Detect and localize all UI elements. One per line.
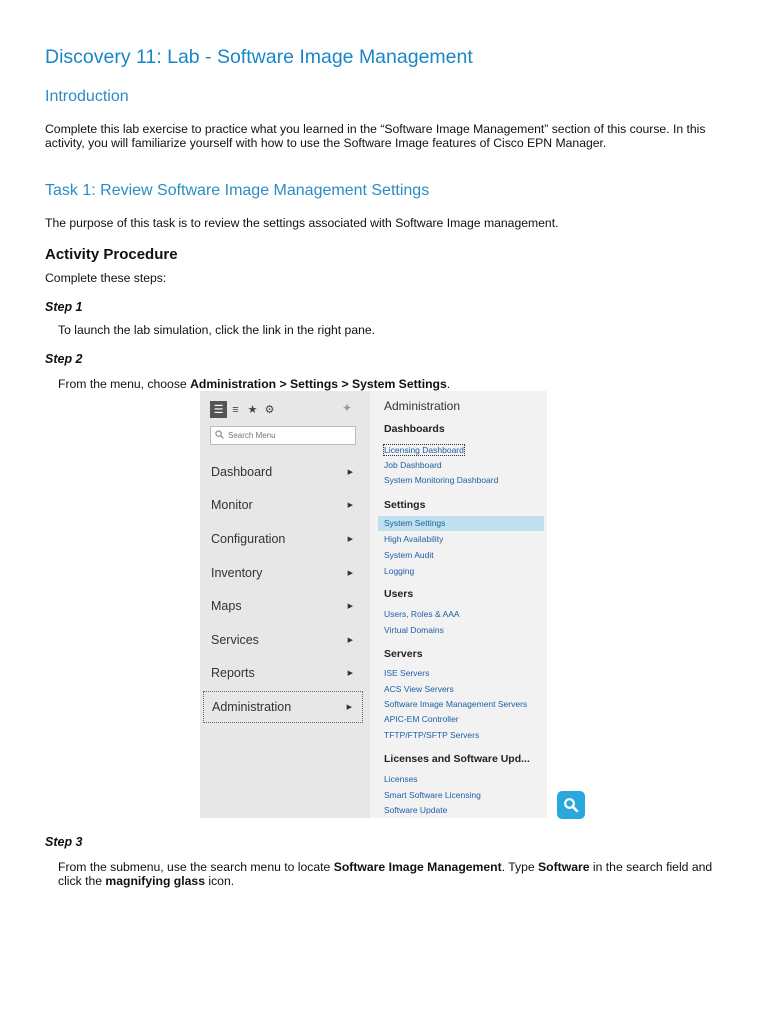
step2-text: From the menu, choose Administration > Settings > System Settings. [58, 377, 451, 391]
link-system-monitoring-dashboard[interactable]: System Monitoring Dashboard [384, 475, 499, 485]
submenu-title: Administration [384, 399, 461, 413]
gear-icon[interactable]: ⚙ [264, 404, 275, 416]
section-servers-heading: Servers [384, 648, 423, 660]
step2-menu-path: Administration > Settings > System Settings [190, 377, 447, 391]
pin-icon[interactable]: ✦ [342, 401, 353, 415]
step1-label: Step 1 [45, 300, 83, 314]
step3-label: Step 3 [45, 835, 83, 849]
nav-item-inventory[interactable]: Inventory ▶ [211, 566, 353, 580]
chevron-right-icon: ▶ [347, 603, 353, 610]
list-icon[interactable]: ≡ [232, 403, 239, 416]
magnifying-glass-icon[interactable] [557, 791, 585, 819]
step1-text: To launch the lab simulation, click the link in the right pane. [58, 323, 376, 337]
link-ise-servers[interactable]: ISE Servers [384, 668, 430, 678]
task1-heading: Task 1: Review Software Image Management Settings [45, 182, 430, 199]
link-system-audit[interactable]: System Audit [384, 550, 434, 560]
link-tftp-ftp-sftp-servers[interactable]: TFTP/FTP/SFTP Servers [384, 730, 480, 740]
search-menu-input[interactable] [225, 431, 348, 440]
link-software-update[interactable]: Software Update [384, 805, 448, 815]
nav-item-services[interactable]: Services ▶ [211, 633, 353, 647]
link-job-dashboard[interactable]: Job Dashboard [384, 460, 442, 470]
nav-item-maps[interactable]: Maps ▶ [211, 599, 353, 613]
administration-submenu [370, 391, 547, 818]
section-settings-heading: Settings [384, 499, 426, 511]
nav-item-monitor[interactable]: Monitor ▶ [211, 498, 353, 512]
task1-text: The purpose of this task is to review the settings associated with Software Image management. [45, 216, 559, 230]
main-menu-panel [200, 391, 370, 818]
chevron-right-icon: ▶ [347, 637, 353, 644]
search-icon [215, 430, 225, 442]
chevron-right-icon: ▶ [347, 670, 353, 677]
chevron-right-icon: ▶ [347, 469, 353, 476]
link-logging[interactable]: Logging [384, 566, 415, 576]
nav-item-configuration[interactable]: Configuration ▶ [211, 532, 353, 546]
link-users-roles-aaa[interactable]: Users, Roles & AAA [384, 609, 460, 619]
nav-item-reports[interactable]: Reports ▶ [211, 666, 353, 680]
menu-toolbar [210, 401, 278, 419]
menu-screenshot [200, 391, 547, 818]
step3-text: From the submenu, use the search menu to locate Software Image Management. Type Software in the search field and click the magnifying glass icon. [58, 860, 713, 888]
section-licenses-heading: Licenses and Software Upd... [384, 753, 530, 765]
link-smart-software-licensing[interactable]: Smart Software Licensing [384, 790, 481, 800]
link-system-settings[interactable]: System Settings [378, 516, 544, 531]
activity-procedure-text: Complete these steps: [45, 271, 167, 285]
section-dashboards-heading: Dashboards [384, 423, 445, 435]
link-apic-em-controller[interactable]: APIC-EM Controller [384, 714, 459, 724]
chevron-right-icon: ▶ [346, 704, 352, 711]
activity-procedure-heading: Activity Procedure [45, 246, 178, 263]
link-acs-view-servers[interactable]: ACS View Servers [384, 684, 454, 694]
star-icon[interactable]: ★ [247, 404, 258, 416]
chevron-right-icon: ▶ [347, 570, 353, 577]
link-licenses[interactable]: Licenses [384, 774, 418, 784]
link-software-image-management-servers[interactable]: Software Image Management Servers [384, 699, 528, 709]
nav-item-administration[interactable]: Administration ▶ [203, 691, 363, 723]
nav-item-dashboard[interactable]: Dashboard ▶ [211, 465, 353, 479]
introduction-text: Complete this lab exercise to practice what you learned in the “Software Image Management” section of this course. In this activity, you will familiarize yourself with how to use the Software Image features of Cisco EPN Manager. [45, 122, 706, 150]
step2-label: Step 2 [45, 352, 83, 366]
list-detail-icon[interactable]: ☰ [210, 401, 227, 418]
search-menu-field[interactable] [210, 426, 356, 445]
link-high-availability[interactable]: High Availability [384, 534, 444, 544]
section-users-heading: Users [384, 588, 414, 600]
link-licensing-dashboard[interactable]: Licensing Dashboard [384, 445, 464, 455]
document-title: Discovery 11: Lab - Software Image Management [45, 46, 473, 68]
chevron-right-icon: ▶ [347, 502, 353, 509]
introduction-heading: Introduction [45, 88, 129, 105]
link-virtual-domains[interactable]: Virtual Domains [384, 625, 444, 635]
chevron-right-icon: ▶ [347, 536, 353, 543]
